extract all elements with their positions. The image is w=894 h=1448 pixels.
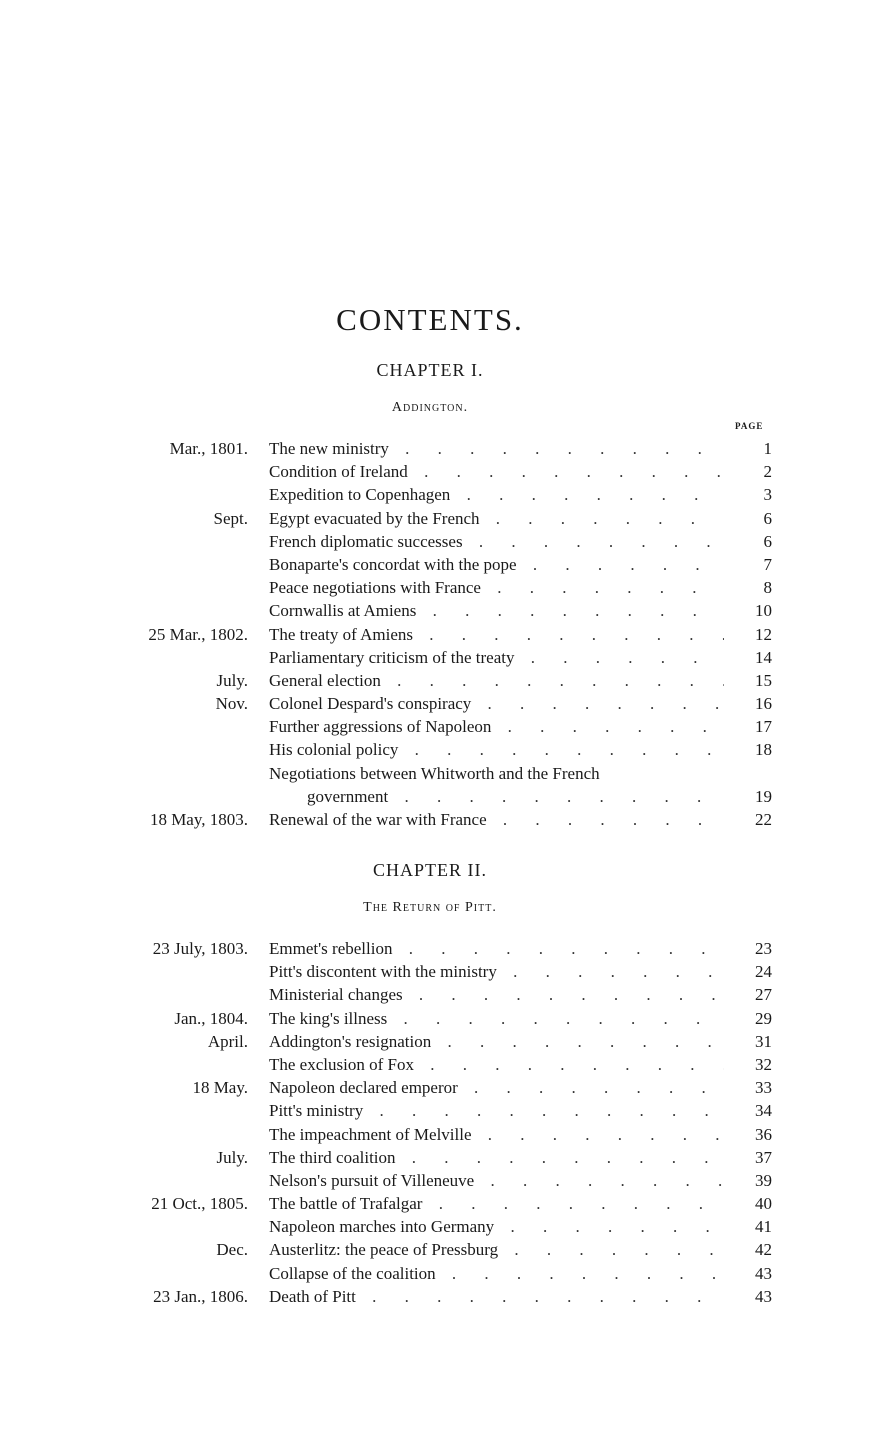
toc-entry-title: The third coalition . . . — [269, 1148, 724, 1168]
toc-entry-page: 39 — [755, 1170, 772, 1190]
toc-entry-title: Pitt's discontent with the ministry . . . — [269, 962, 724, 982]
toc-entry-page: 14 — [755, 647, 772, 667]
toc-entry-page: 6 — [763, 531, 772, 551]
toc-entry-title: Napoleon marches into Germany . . . — [269, 1217, 724, 1237]
toc-entry-date: 25 Mar., 1802. — [148, 624, 248, 644]
chapter-2-heading: CHAPTER II. — [373, 860, 487, 880]
toc-entry-title: Condition of Ireland . . . — [269, 462, 724, 482]
toc-entry-title: government . . . — [307, 787, 724, 807]
toc-entry-page: 34 — [755, 1101, 772, 1121]
toc-entry-page: 19 — [755, 786, 772, 806]
toc-entry-title: The exclusion of Fox . . . — [269, 1055, 724, 1075]
toc-entry — [0, 669, 894, 692]
toc-entry-page: 2 — [763, 462, 772, 482]
toc-entry — [0, 437, 894, 460]
toc-entry-title: Renewal of the war with France . . . — [269, 810, 724, 830]
toc-entry-title: Colonel Despard's conspiracy . . . — [269, 694, 724, 714]
toc-entry — [0, 576, 894, 599]
toc-entry-date: July. — [216, 1147, 248, 1167]
toc-entry-date: July. — [216, 670, 248, 690]
toc-entry — [0, 460, 894, 483]
toc-entry-page: 40 — [755, 1194, 772, 1214]
toc-entry-title: Collapse of the coalition . . . — [269, 1264, 724, 1284]
toc-entry-title: His colonial policy . . . — [269, 740, 724, 760]
toc-entry — [0, 1099, 894, 1122]
toc-entry-title: The impeachment of Melville . . . — [269, 1125, 724, 1145]
toc-entry-date: Sept. — [213, 508, 248, 528]
toc-entry-title: Austerlitz: the peace of Pressburg . . . — [269, 1240, 724, 1260]
toc-entry — [0, 1030, 894, 1053]
toc-entry — [0, 1238, 894, 1261]
toc-entry — [0, 1076, 894, 1099]
toc-entry-title: Peace negotiations with France . . . — [269, 578, 724, 598]
toc-entry-title: Nelson's pursuit of Villeneuve . . . — [269, 1171, 724, 1191]
toc-entry — [0, 692, 894, 715]
chapter-2-entries — [0, 937, 894, 1308]
toc-entry-page: 43 — [755, 1286, 772, 1306]
toc-entry — [0, 983, 894, 1006]
toc-entry-title: Egypt evacuated by the French . . . — [269, 509, 724, 529]
toc-entry-page: 17 — [755, 717, 772, 737]
toc-entry-page: 16 — [755, 694, 772, 714]
toc-entry-page: 33 — [755, 1078, 772, 1098]
toc-entry-title: Further aggressions of Napoleon . . . — [269, 717, 724, 737]
toc-entry — [0, 960, 894, 983]
toc-entry-page: 7 — [763, 554, 772, 574]
chapter-1-heading: CHAPTER I. — [376, 360, 484, 380]
toc-entry-page: 37 — [755, 1147, 772, 1167]
toc-entry-date: 18 May. — [192, 1078, 248, 1098]
toc-entry — [0, 483, 894, 506]
toc-entry-page: 10 — [755, 601, 772, 621]
toc-entry-page: 42 — [755, 1240, 772, 1260]
toc-entry-page: 31 — [755, 1031, 772, 1051]
toc-entry — [0, 1169, 894, 1192]
toc-entry — [0, 646, 894, 669]
toc-entry — [0, 1215, 894, 1238]
toc-entry-page: 41 — [755, 1217, 772, 1237]
toc-entry — [0, 507, 894, 530]
toc-entry-date: 18 May, 1803. — [149, 810, 248, 829]
toc-entry-title: General election . . . — [269, 671, 724, 691]
toc-entry — [0, 738, 894, 761]
toc-entry-page: 3 — [763, 485, 772, 505]
chapter-2-subtitle: The Return of Pitt. — [363, 900, 497, 915]
toc-entry — [0, 553, 894, 576]
toc-entry-page: 23 — [755, 939, 772, 958]
toc-entry-page: 12 — [755, 624, 772, 644]
toc-entry-title: Parliamentary criticism of the treaty . . . — [269, 648, 724, 668]
toc-entry-page: 29 — [755, 1008, 772, 1028]
toc-entry-page: 27 — [755, 985, 772, 1005]
page-column-header: PAGE — [735, 421, 764, 431]
toc-entry — [0, 715, 894, 738]
toc-entry — [0, 599, 894, 622]
toc-entry-date: 23 July, 1803. — [152, 939, 248, 958]
toc-entry-page: 18 — [755, 740, 772, 760]
toc-entry-title: Expedition to Copenhagen . . . — [269, 485, 724, 505]
toc-entry-title: Pitt's ministry . . . — [269, 1101, 724, 1121]
toc-entry — [0, 1123, 894, 1146]
chapter-1-entries — [0, 437, 894, 831]
toc-entry — [0, 623, 894, 646]
toc-entry-title: Napoleon declared emperor . . . — [269, 1078, 724, 1098]
toc-entry-title: Ministerial changes . . . — [269, 985, 724, 1005]
toc-entry — [0, 762, 894, 785]
toc-entry-title: Negotiations between Whitworth and the French — [269, 763, 600, 783]
toc-entry-date: Mar., 1801. — [169, 439, 248, 458]
toc-entry-date: Nov. — [215, 694, 248, 714]
toc-entry — [0, 937, 894, 960]
toc-entry-page: 8 — [763, 578, 772, 598]
toc-entry-date: 21 Oct., 1805. — [151, 1194, 248, 1214]
toc-entry — [0, 1192, 894, 1215]
toc-entry-date: April. — [207, 1031, 248, 1051]
toc-entry-title: Bonaparte's concordat with the pope . . . — [269, 555, 724, 575]
toc-entry-title: Death of Pitt . . . — [269, 1287, 724, 1307]
toc-entry-date: Dec. — [216, 1240, 248, 1260]
toc-entry-date: Jan., 1804. — [174, 1008, 248, 1028]
toc-entry-title: The battle of Trafalgar . . . — [269, 1194, 724, 1214]
toc-entry-title: The treaty of Amiens . . . — [269, 625, 724, 645]
toc-entry — [0, 1007, 894, 1030]
toc-entry-title: The king's illness . . . — [269, 1009, 724, 1029]
toc-entry — [0, 785, 894, 808]
toc-entry-page: 22 — [755, 810, 772, 829]
toc-entry — [0, 1053, 894, 1076]
toc-entry-title: Emmet's rebellion . . . — [269, 939, 724, 959]
toc-entry-page: 15 — [755, 670, 772, 690]
toc-entry-title: Cornwallis at Amiens . . . — [269, 601, 724, 621]
toc-entry-title: Addington's resignation . . . — [269, 1032, 724, 1052]
toc-entry-page: 6 — [763, 508, 772, 528]
toc-entry-title: The new ministry . . . — [269, 439, 724, 459]
contents-title: CONTENTS. — [336, 302, 524, 337]
toc-entry — [0, 1285, 894, 1308]
toc-entry — [0, 808, 894, 831]
toc-entry — [0, 1262, 894, 1285]
toc-entry-page: 36 — [755, 1124, 772, 1144]
toc-entry-title: French diplomatic successes . . . — [269, 532, 724, 552]
toc-entry-page: 32 — [755, 1054, 772, 1074]
toc-entry-page: 43 — [755, 1263, 772, 1283]
toc-entry-date: 23 Jan., 1806. — [153, 1286, 248, 1306]
toc-entry-page: 24 — [755, 962, 772, 982]
toc-entry — [0, 1146, 894, 1169]
chapter-1-subtitle: Addington. — [391, 400, 469, 415]
toc-entry-page: 1 — [763, 439, 772, 458]
toc-entry — [0, 530, 894, 553]
